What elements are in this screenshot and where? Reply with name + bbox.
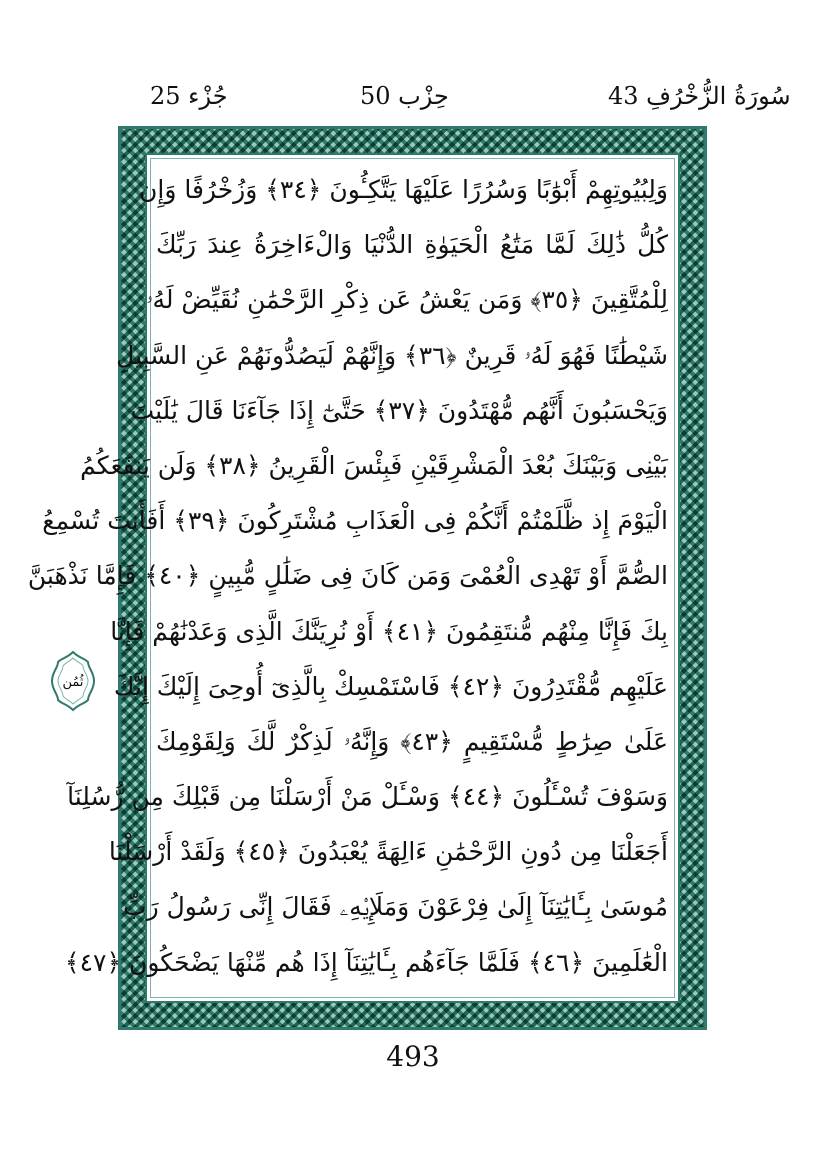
text-line: مُوسَىٰ بِـَٔايَٰتِنَآ إِلَىٰ فِرْعَوْنَ وَمَلَإِي۟هِۦ فَقَالَ إِنِّى رَسُولُ رَبِّ [123, 892, 668, 922]
text-line: وَلِبُيُوتِهِمْ أَبْوَٰبًا وَسُرُرًا عَلَيْهَا يَتَّكِـُٔونَ ﴿٣٤﴾ وَزُخْرُفًا وَإِن [139, 175, 668, 204]
page-number: 493 [386, 1040, 440, 1073]
text-line: كُلُّ ذَٰلِكَ لَمَّا مَتَٰعُ الْحَيَوٰةِ الدُّنْيَا وَالْءَاخِرَةُ عِندَ رَبِّكَ [156, 230, 668, 260]
text-line: أَجَعَلْنَا مِن دُونِ الرَّحْمَٰنِ ءَالِهَةً يُعْبَدُونَ ﴿٤٥﴾ وَلَقَدْ أَرْسَلْنَا [108, 837, 668, 867]
text-line: لِلْمُتَّقِينَ ﴿٣٥﴾ وَمَن يَعْشُ عَن ذِكْرِ الرَّحْمَٰنِ نُقَيِّضْ لَهُۥ [146, 285, 668, 315]
text-line: بَيْنِى وَبَيْنَكَ بُعْدَ الْمَشْرِقَيْنِ فَبِئْسَ الْقَرِينُ ﴿٣٨﴾ وَلَن يَنفَعَكُمُ [80, 450, 668, 480]
text-line: وَسَوْفَ تُسْـَٔلُونَ ﴿٤٤﴾ وَسْـَٔلْ مَنْ أَرْسَلْنَا مِن قَبْلِكَ مِن رُّسُلِنَآ [67, 782, 668, 812]
hizb-label: حِزْب 50 [360, 82, 449, 110]
juz-label: جُزْء 25 [150, 82, 228, 110]
thumun-marker-icon [48, 650, 98, 712]
text-line: عَلَىٰ صِرَٰطٍ مُّسْتَقِيمٍ ﴿٤٣﴾ وَإِنَّهُۥ لَذِكْرٌ لَّكَ وَلِقَوْمِكَ [156, 726, 668, 756]
text-line: الصُّمَّ أَوْ تَهْدِى الْعُمْىَ وَمَن كَانَ فِى ضَلَٰلٍ مُّبِينٍ ﴿٤٠﴾ فَإِمَّا نَذْهَبَنَّ [27, 561, 668, 591]
surah-label: 43 سُورَةُ الزُّخْرُفِ [608, 82, 791, 110]
text-line: وَيَحْسَبُونَ أَنَّهُم مُّهْتَدُونَ ﴿٣٧﴾ حَتَّىٰٓ إِذَا جَآءَنَا قَالَ يَٰلَيْتَ [130, 395, 668, 425]
text-line: بِكَ فَإِنَّا مِنْهُم مُّنتَقِمُونَ ﴿٤١﴾ أَوْ نُرِيَنَّكَ الَّذِى وَعَدْنَٰهُمْ فَإِنَّا [110, 616, 668, 646]
text-line: الْعَٰلَمِينَ ﴿٤٦﴾ فَلَمَّا جَآءَهُم بِـَٔايَٰتِنَآ إِذَا هُم مِّنْهَا يَضْحَكُونَ ﴿٤٧﴾ [64, 947, 668, 977]
thumun-marker-label: ثُمُن [62, 675, 84, 690]
text-line: الْيَوْمَ إِذ ظَّلَمْتُمْ أَنَّكُمْ فِى الْعَذَابِ مُشْتَرِكُونَ ﴿٣٩﴾ أَفَأَنتَ تُسْمِعُ [42, 506, 668, 536]
text-line: عَلَيْهِم مُّقْتَدِرُونَ ﴿٤٢﴾ فَاسْتَمْسِكْ بِالَّذِىٓ أُوحِىَ إِلَيْكَ إِنَّكَ [113, 671, 668, 701]
text-line: شَيْطَٰنًا فَهُوَ لَهُۥ قَرِينٌ ﴿٣٦﴾ وَإِنَّهُمْ لَيَصُدُّونَهُمْ عَنِ السَّبِيلِ [116, 340, 668, 370]
page-header [0, 0, 826, 120]
